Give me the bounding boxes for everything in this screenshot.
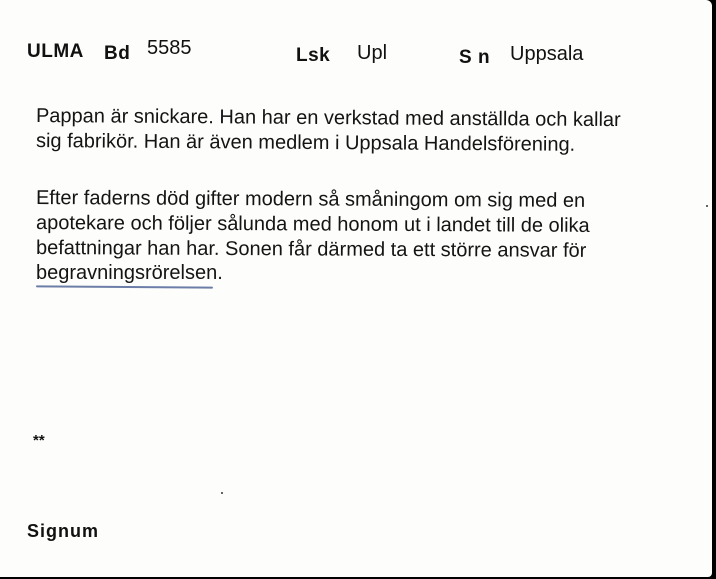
paragraph-2-line-3: befattningar han har. Sonen får därmed ta ett större ansvar för (35, 237, 587, 262)
paragraph-1 (36, 104, 706, 154)
parish-value: Uppsala (510, 43, 584, 65)
province-value: Upl (357, 42, 388, 64)
paragraph-2 (36, 186, 706, 286)
paper-speck (706, 205, 708, 207)
volume-label: Bd (104, 43, 131, 64)
paragraph-1-line-1: Pappan är snickare. Han har en verkstad med anställda och kallar (35, 105, 621, 132)
volume-number: 5585 (147, 37, 192, 59)
paragraph-2-line-2: apotekare och följer sålunda med honom ut i landet till de olika (35, 212, 590, 237)
paper-speck (221, 492, 223, 494)
stars-mark: ** (33, 432, 45, 449)
signum-label: Signum (27, 521, 99, 541)
paragraph-2-line-4-wrap (36, 261, 706, 286)
parish-label: S n (459, 47, 491, 68)
archive-label: ULMA (27, 41, 84, 62)
paragraph-1-line-2: sig fabrikör. Han är även medlem i Uppsala Handelsförening. (35, 130, 576, 156)
province-label: Lsk (296, 45, 331, 66)
paragraph-2-line-1: Efter faderns död gifter modern så småningom om sig med en (35, 187, 586, 212)
paragraph-2-line-4: begravningsrörelsen. (36, 262, 223, 284)
